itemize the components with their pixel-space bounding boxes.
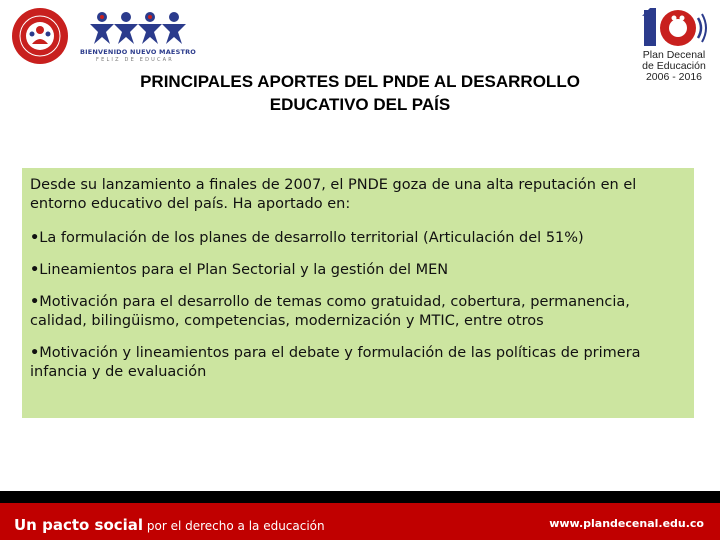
bullet-text: Motivación para el desarrollo de temas como gratuidad, cobertura, permanencia, calidad, bilingüismo, competencias, modernización y MTIC, entre otros [30,294,630,329]
footer-bar [0,491,720,540]
bullet-text: Lineamientos para el Plan Sectorial y la gestión del MEN [39,262,449,278]
plan-label-line1: Plan Decenal [642,49,706,61]
logo-label: BIENVENIDO NUEVO MAESTRO [80,48,197,56]
bullet-icon: • [30,294,40,310]
content-box [22,168,694,418]
title-line2: EDUCATIVO DEL PAÍS [269,95,451,114]
bullet-item [30,261,684,280]
bullet-icon: • [30,262,40,278]
figures-icon [88,10,188,46]
title-line1: PRINCIPALES APORTES DEL PNDE AL DESARROLLO [140,72,580,91]
bullet-text: La formulación de los planes de desarrollo territorial (Articulación del 51%) [39,230,584,246]
footer-divider [0,491,720,503]
bullet-item [30,229,684,248]
plan-label-line2: de Educación [642,60,706,72]
logo-sublabel: FELIZ DE EDUCAR [96,57,174,63]
maestro-logo [80,10,197,66]
page-title [80,70,640,116]
left-logo [12,8,68,64]
emblem-icon [12,8,68,64]
bullet-icon: • [30,345,40,361]
slogan-rest: por el derecho a la educación [143,519,325,533]
footer-slogan [14,515,325,534]
slogan-main: Un pacto social [14,516,144,534]
ten-emblem-icon [640,6,710,50]
bullet-item [30,344,684,382]
intro-paragraph: Desde su lanzamiento a finales de 2007, el PNDE goza de una alta reputación en el entorno educativo del país. Ha aportado en: [30,177,637,212]
bullet-item [30,293,684,331]
bullet-text: Motivación y lineamientos para el debate y formulación de las políticas de primera infancia y de evaluación [30,345,641,380]
footer-url[interactable]: www.plandecenal.edu.co [549,517,704,530]
bullet-icon: • [30,230,40,246]
plan-years: 2006 - 2016 [645,71,703,83]
plan-decenal-logo [636,6,712,90]
